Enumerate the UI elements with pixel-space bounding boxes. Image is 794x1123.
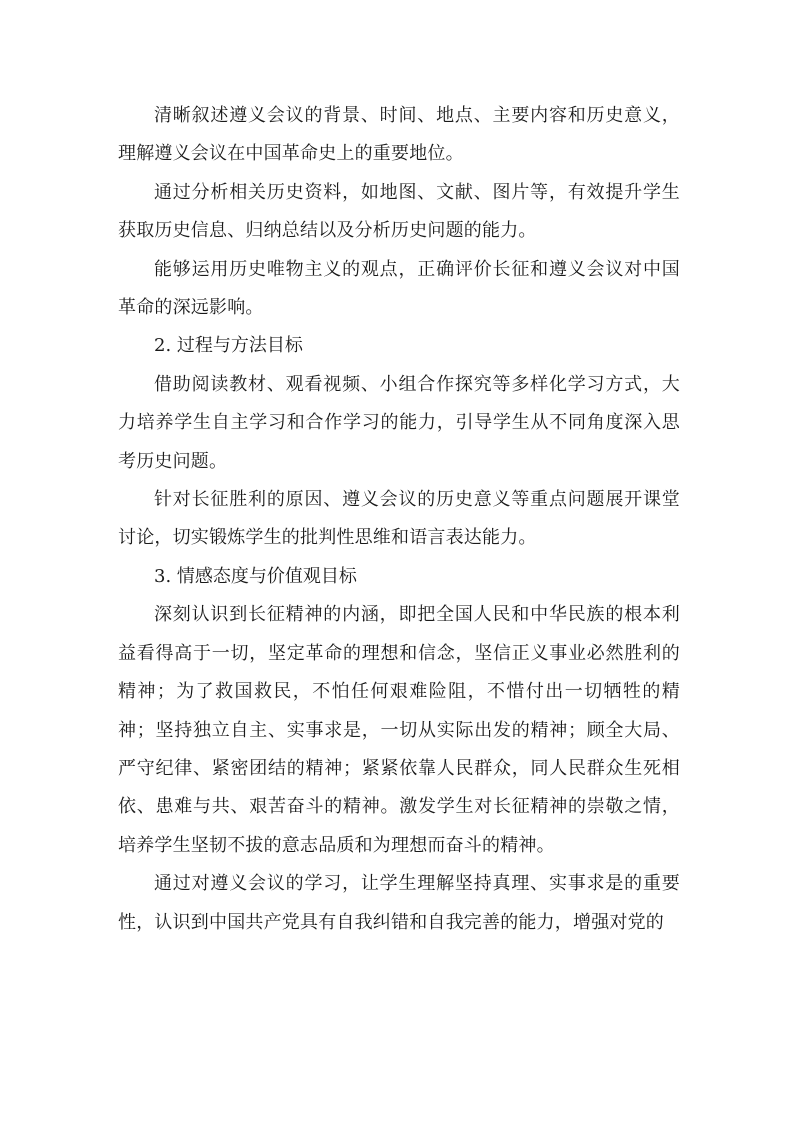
heading-emotion-values-goals: 3. 情感态度与价值观目标	[154, 565, 357, 587]
paragraph-zunyi-summary: 清晰叙述遵义会议的背景、时间、地点、主要内容和历史意义，理解遵义会议在中国革命史上的重要地位。	[118, 105, 680, 165]
document-body	[118, 97, 680, 942]
paragraph-zunyi-truth: 通过对遵义会议的学习，让学生理解坚持真理、实事求是的重要性，认识到中国共产党具有自我纠错和自我完善的能力，增强对党的	[118, 873, 680, 933]
paragraph-long-march-spirit: 深刻认识到长征精神的内涵，即把全国人民和中华民族的根本利益看得高于一切，坚定革命的理想和信念，坚信正义事业必然胜利的精神；为了救国救民，不怕任何艰难险阻，不惜付出一切牺牲的精神；坚持独立自主、实事求是，一切从实际出发的精神；顾全大局、严守纪律、紧密团结的精神；紧紧依靠人民群众，同人民群众生死相依、患难与共、艰苦奋斗的精神。激发学生对长征精神的崇敬之情，培养学生坚韧不拔的意志品质和为理想而奋斗的精神。	[118, 604, 680, 856]
paragraph-historical-materialism: 能够运用历史唯物主义的观点，正确评价长征和遵义会议对中国革命的深远影响。	[118, 258, 680, 319]
paragraph-learning-methods: 借助阅读教材、观看视频、小组合作探究等多样化学习方式，大力培养学生自主学习和合作学习的能力，引导学生从不同角度深入思考历史问题。	[118, 373, 680, 472]
paragraph-source-analysis: 通过分析相关历史资料，如地图、文献、图片等，有效提升学生获取历史信息、归纳总结以及分析历史问题的能力。	[118, 181, 680, 242]
paragraph-class-discussion: 针对长征胜利的原因、遵义会议的历史意义等重点问题展开课堂讨论，切实锻炼学生的批判性思维和语言表达能力。	[118, 489, 680, 549]
heading-process-method-goals: 2. 过程与方法目标	[154, 335, 303, 357]
